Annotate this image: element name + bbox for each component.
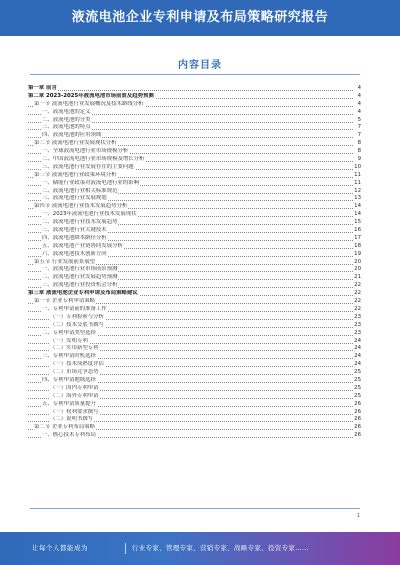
toc-entry[interactable]: [28, 156, 361, 164]
report-header-title: 液流电池企业专利申请及布局策略研究报告: [71, 10, 329, 25]
toc-entry[interactable]: [28, 93, 361, 101]
toc-entry-page: 8: [353, 148, 361, 156]
toc-entry-page: 13: [354, 195, 361, 202]
toc-entry-text: （二）市场竞争态势: [50, 369, 99, 376]
toc-entry[interactable]: [28, 148, 361, 156]
toc-entry[interactable]: [28, 353, 361, 361]
toc-entry-text: （二）海外专利申请: [50, 392, 99, 399]
toc-entry-text: 五、专利申请质量提升: [42, 400, 96, 407]
footer-bar: [0, 532, 400, 565]
toc-entry-page: 26: [354, 400, 361, 407]
toc-entry[interactable]: [28, 188, 361, 196]
toc-entry-page: 26: [354, 416, 361, 423]
toc-entry-page: 14: [354, 203, 361, 210]
toc-entry-text: 三、液流电池行业投资机会分析: [42, 282, 118, 289]
toc-heading: 内容目录: [178, 60, 222, 71]
toc-entry-page: 26: [354, 432, 361, 439]
toc-entry-page: 10: [354, 163, 361, 170]
toc-entry[interactable]: [28, 416, 361, 424]
toc-entry-page: 11: [354, 171, 361, 178]
toc-entry-page: 17: [354, 234, 361, 241]
toc-entry-text: 一、储能行业政策对液流电池行业的影响: [42, 179, 140, 186]
toc-entry[interactable]: [28, 235, 361, 243]
toc-leader-dots: [28, 90, 353, 91]
toc-entry-page: 4: [353, 109, 361, 117]
toc-entry-page: 8: [353, 140, 361, 148]
toc-entry-text: 四、液流电池的应用领域: [42, 132, 102, 139]
toc-entry[interactable]: [28, 282, 361, 290]
toc-entry-page: 22: [354, 298, 361, 305]
toc-entry-page: 24: [354, 353, 361, 360]
toc-entry-page: 22: [354, 282, 361, 289]
toc-entry-page: 4: [353, 101, 361, 109]
toc-entry[interactable]: [28, 259, 361, 267]
toc-entry-text: 六、液流电池技术创新方向: [42, 250, 107, 257]
toc-entry[interactable]: [28, 172, 361, 180]
toc-entry[interactable]: [28, 409, 361, 417]
toc-entry-text: 第二章 2023-2025年液流电池市场前景及趋势预测: [28, 92, 154, 99]
toc-entry[interactable]: [28, 306, 361, 314]
toc-entry-text: 四、液流电池降本路径分析: [42, 234, 107, 241]
toc-entry-text: 三、液流电池行业发展存在的主要问题: [42, 163, 134, 170]
top-divider: [30, 74, 360, 75]
toc-entry[interactable]: [28, 345, 361, 353]
toc-entry[interactable]: [28, 180, 361, 188]
toc-entry[interactable]: [28, 385, 361, 393]
toc-entry-page: 22: [354, 305, 361, 312]
toc-entry[interactable]: [28, 369, 361, 377]
toc-entry-page: 25: [354, 384, 361, 391]
toc-entry-text: 一、核心技术专利布局: [42, 432, 96, 439]
toc-entry-page: 26: [354, 424, 361, 431]
toc-entry-page: 20: [354, 266, 361, 273]
toc-entry-text: 第三章 液流电池企业专利申请及布局策略建议: [28, 290, 138, 297]
toc-entry-page: 4: [353, 93, 361, 101]
toc-entry-text: 二、液流电池的分类: [42, 116, 91, 123]
toc-entry-page: 18: [354, 242, 361, 249]
toc-entry-text: （一）国内专利申请: [50, 384, 99, 391]
toc-entry-text: 三、专利申请时机选择: [42, 353, 96, 360]
toc-entry[interactable]: [28, 322, 361, 330]
toc-entry[interactable]: [28, 117, 361, 125]
toc-entry-text: 第一节 企业专利申请策略: [34, 298, 96, 305]
toc-entry-page: 11: [354, 179, 361, 186]
toc-entry-text: 第三节 液流电池行业政策环境分析: [34, 171, 117, 178]
toc-entry[interactable]: [28, 219, 361, 227]
toc-entry[interactable]: [28, 243, 361, 251]
bottom-divider: [30, 508, 360, 509]
toc-entry-text: （二）实用新型专利: [50, 345, 99, 352]
toc-entry-text: 第五节 行业发展前景展望: [34, 258, 96, 265]
toc-entry-text: （一）发明专利: [50, 337, 88, 344]
toc-entry[interactable]: [28, 361, 361, 369]
toc-entry-page: 15: [354, 219, 361, 226]
toc-entry-page: 20: [354, 258, 361, 265]
toc-entry-text: （一）专利检索与分析: [50, 313, 104, 320]
toc-entry-page: 16: [354, 227, 361, 234]
toc-entry-text: （二）说明书撰写: [50, 416, 94, 423]
toc-entry-page: 24: [354, 345, 361, 352]
toc-entry[interactable]: [28, 132, 361, 140]
toc-entry[interactable]: [28, 314, 361, 322]
toc-entry-page: 23: [354, 329, 361, 336]
toc-entry-page: 5: [353, 117, 361, 125]
toc-entry-page: 7: [353, 124, 361, 132]
toc-entry-text: 第二节 液流电池行业发展现状分析: [34, 140, 117, 147]
toc-entry-page: 14: [354, 211, 361, 218]
toc-entry-text: 二、液流电池行业相关标准规范: [42, 187, 118, 194]
toc-entry-text: 二、液流电池行业发展趋势预测: [42, 274, 118, 281]
toc-entry[interactable]: [28, 164, 361, 172]
toc-entry-page: 23: [354, 321, 361, 328]
toc-entry[interactable]: [28, 227, 361, 235]
toc-entry-text: 第二节 企业专利布局策略: [34, 424, 96, 431]
toc-entry-page: 7: [353, 132, 361, 140]
toc-entry-text: 第一节 液流电池行业发展概况及技术路线分析: [34, 100, 144, 107]
page-number: 1: [356, 513, 360, 519]
toc-entry[interactable]: [28, 377, 361, 385]
toc-entry-text: 一、专利申请前的准备工作: [42, 305, 107, 312]
toc-entry[interactable]: [28, 140, 361, 148]
table-of-contents: [28, 85, 361, 505]
toc-entry[interactable]: [28, 393, 361, 401]
report-header-bar: [0, 0, 400, 36]
toc-entry-page: 12: [354, 187, 361, 194]
toc-entry[interactable]: [28, 432, 361, 440]
toc-entry[interactable]: [28, 211, 361, 219]
toc-entry-text: 一、液流电池行业市场前景预测: [42, 266, 118, 273]
toc-entry[interactable]: [28, 401, 361, 409]
toc-entry-text: 一、全球液流电池行业市场规模分析: [42, 148, 129, 155]
toc-entry[interactable]: [28, 298, 361, 306]
toc-entry-text: 第一章 前言: [28, 85, 57, 91]
toc-entry-page: 4: [353, 85, 361, 93]
toc-entry-text: 四、专利申请地域选择: [42, 376, 96, 383]
toc-entry[interactable]: [28, 101, 361, 109]
toc-entry-text: 第四节 液流电池行业技术发展趋势分析: [34, 203, 128, 210]
toc-entry-text: 三、液流电池行业发展规划: [42, 195, 107, 202]
toc-entry-text: 一、液流电池的定义: [42, 108, 91, 115]
toc-entry[interactable]: [28, 290, 361, 298]
footer-slogan-right: 行业专家、管理专家、营销专家、战略专家、投资专家……: [132, 544, 309, 552]
toc-entry[interactable]: [28, 330, 361, 338]
toc-entry-page: 21: [354, 274, 361, 281]
toc-entry-page: 24: [354, 361, 361, 368]
toc-entry-text: 二、专利申请类型选择: [42, 329, 96, 336]
toc-entry-text: 二、中国液流电池行业市场规模及增长分析: [42, 156, 145, 163]
toc-entry-text: 三、液流电池行业关键技术: [42, 227, 107, 234]
toc-entry-page: 25: [354, 376, 361, 383]
toc-entry-page: 22: [354, 290, 361, 297]
toc-entry-page: 24: [354, 337, 361, 344]
toc-entry-text: 五、液流电池产业链协同发展分析: [42, 242, 123, 249]
toc-entry[interactable]: [28, 338, 361, 346]
toc-entry[interactable]: [28, 195, 361, 203]
toc-entry-text: 一、2023年液流电池行业技术发展现状: [42, 211, 137, 218]
toc-entry[interactable]: [28, 109, 361, 117]
footer-slogan-left: 让每个人都能成为: [32, 544, 88, 552]
toc-entry-text: 三、液流电池的特点: [42, 124, 91, 131]
toc-entry-page: 25: [354, 369, 361, 376]
toc-entry-page: 19: [354, 250, 361, 257]
toc-entry-page: 25: [354, 392, 361, 399]
toc-entry[interactable]: [28, 203, 361, 211]
toc-entry-text: 二、液流电池行业技术发展趋势: [42, 219, 118, 226]
toc-entry-text: （一）权利要求撰写: [50, 408, 99, 415]
toc-entry[interactable]: [28, 124, 361, 132]
toc-entry[interactable]: [28, 251, 361, 259]
toc-entry[interactable]: [28, 274, 361, 282]
toc-entry-text: （一）技术成熟度评估: [50, 361, 104, 368]
footer-separator: [125, 543, 126, 554]
toc-entry[interactable]: [28, 266, 361, 274]
toc-entry[interactable]: [28, 424, 361, 432]
toc-entry-page: 23: [354, 313, 361, 320]
toc-entry-page: 26: [354, 408, 361, 415]
toc-entry-text: （二）技术交底书撰写: [50, 321, 104, 328]
toc-entry[interactable]: [28, 85, 361, 93]
toc-entry-page: 9: [353, 156, 361, 164]
